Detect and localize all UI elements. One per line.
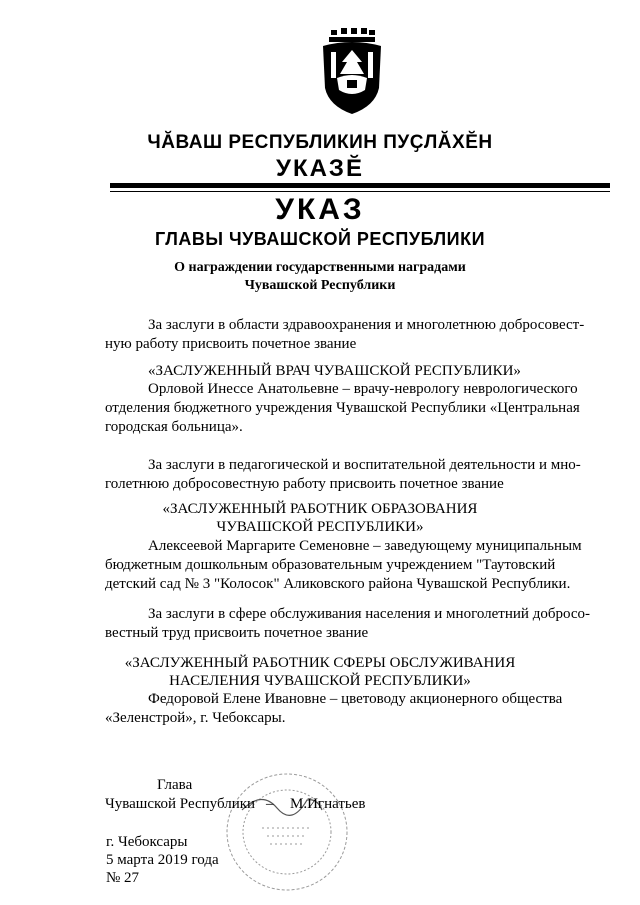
section-award-line: «Зеленстрой», г. Чебоксары. (105, 710, 286, 726)
footer-date: 5 марта 2019 года (106, 852, 219, 868)
section-intro-line: ную работу присвоить почетное звание (105, 336, 357, 352)
section-award-line: Орловой Инессе Анатольевне – врачу-неврологу неврологического (148, 381, 578, 397)
official-stamp (222, 770, 352, 895)
section-award-line: бюджетным дошкольным образовательным учреждением "Таутовский (105, 557, 556, 573)
section-title-line: «ЗАСЛУЖЕННЫЙ РАБОТНИК ОБРАЗОВАНИЯ (162, 501, 478, 517)
section-award-line: Федоровой Елене Ивановне – цветоводу акционерного общества (148, 691, 563, 707)
section-title-line: ЧУВАШСКОЙ РЕСПУБЛИКИ» (216, 519, 424, 535)
section-intro-line: За заслуги в педагогической и воспитательной деятельности и мно- (148, 457, 581, 473)
signatory-name: М.Игнатьев (290, 796, 366, 812)
signature-position: Чувашской Республики (105, 796, 256, 812)
footer-number: № 27 (106, 870, 140, 886)
section-award-line: городская больница». (105, 419, 243, 435)
header-chuvash-title: ЧӐВАШ РЕСПУБЛИКИН ПУҪЛӐХӖН (147, 132, 493, 153)
header-divider-thin (110, 191, 610, 192)
coat-of-arms-emblem (317, 28, 387, 116)
section-award-line: Алексеевой Маргарите Семеновне – заведующему муниципальным (148, 538, 582, 554)
section-intro-line: За заслуги в области здравоохранения и многолетнюю добросовест- (148, 317, 585, 333)
header-chuvash-decree: УКАЗӖ (276, 155, 364, 182)
section-intro-line: вестный труд присвоить почетное звание (105, 625, 369, 641)
signature-dash: – (266, 796, 274, 812)
footer-city: г. Чебоксары (106, 834, 188, 850)
section-award-line: отделения бюджетного учреждения Чувашской Республики «Центральная (105, 400, 580, 416)
header-russian-title: ГЛАВЫ ЧУВАШСКОЙ РЕСПУБЛИКИ (154, 229, 486, 249)
section-title-line: НАСЕЛЕНИЯ ЧУВАШСКОЙ РЕСПУБЛИКИ» (169, 673, 471, 689)
header-russian-decree: УКАЗ (275, 193, 365, 226)
section-intro-line: голетнюю добросовестную работу присвоить почетное звание (105, 476, 504, 492)
section-title-line: «ЗАСЛУЖЕННЫЙ ВРАЧ ЧУВАШСКОЙ РЕСПУБЛИКИ» (148, 363, 521, 379)
subject-line: О награждении государственными наградами (174, 260, 466, 275)
subject-line: Чувашской Республики (244, 278, 396, 293)
section-title-line: «ЗАСЛУЖЕННЫЙ РАБОТНИК СФЕРЫ ОБСЛУЖИВАНИЯ (124, 655, 516, 671)
signature-position: Глава (157, 777, 193, 793)
section-award-line: детский сад № 3 "Колосок" Аликовского района Чувашской Республики. (105, 576, 571, 592)
header-divider-thick (110, 183, 610, 188)
section-intro-line: За заслуги в сфере обслуживания населения и многолетний добросо- (148, 606, 590, 622)
